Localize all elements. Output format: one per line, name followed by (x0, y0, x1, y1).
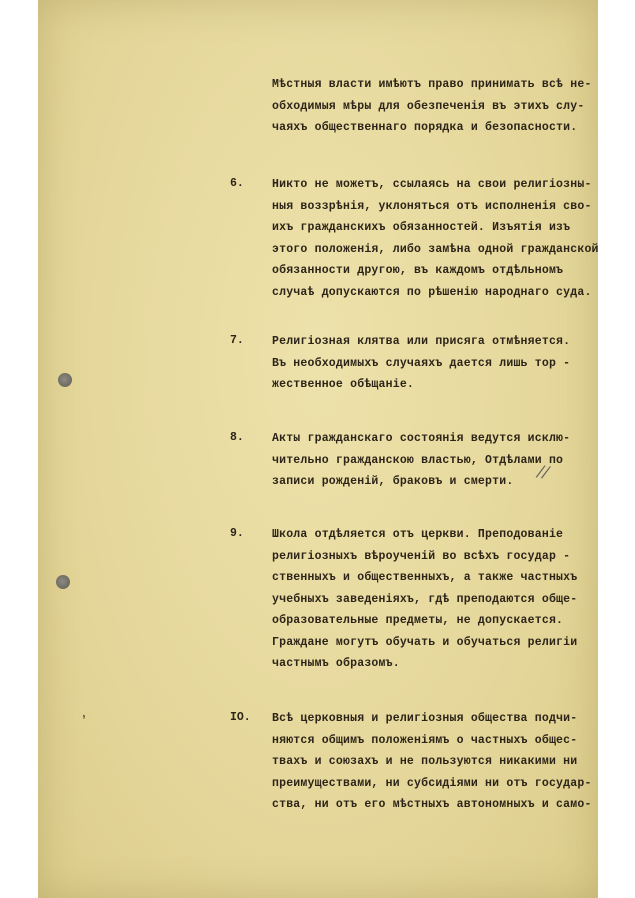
ink-mark: , (76, 704, 89, 722)
text-line: чительно гражданскою властью, Отдѣлами по (272, 453, 564, 467)
text-line: Въ необходимыхъ случаяхъ дается лишь тор - (272, 356, 571, 370)
text-line: ихъ гражданскихъ обязанностей. Изъятія изъ (272, 221, 571, 234)
paragraph-8 (272, 428, 570, 493)
text-line: записи рожденій, браковъ и смерти. (272, 475, 514, 488)
text-line: Никто не можетъ, ссылаясь на свои религіозны- (272, 178, 592, 191)
text-line: Акты гражданскаго состоянія ведутся исклю- (272, 432, 571, 445)
text-line: обязанности другою, въ каждомъ отдѣльномъ (272, 264, 564, 277)
text-line: твахъ и союзахъ и не пользуются никакими ни (272, 755, 578, 768)
text-line: этого положенія, либо замѣна одной гражданской (272, 242, 599, 256)
text-line: чаяхъ общественнаго порядка и безопасности. (272, 121, 578, 134)
intro-paragraph (272, 74, 592, 139)
text-line: ныя воззрѣнія, уклоняться отъ исполненія сво- (272, 199, 592, 213)
text-line: религіозныхъ вѣроученій во всѣхъ государ - (272, 549, 571, 563)
paragraph-7 (272, 331, 570, 396)
text-line: Религіозная клятва или присяга отмѣняется. (272, 335, 571, 348)
paragraph-10 (272, 708, 592, 816)
text-line: учебныхъ заведеніяхъ, гдѣ преподаются обще- (272, 592, 578, 606)
text-line: жественное обѣщаніе. (272, 378, 415, 391)
punch-hole (58, 373, 72, 387)
text-line: образовательные предметы, не допускается. (272, 614, 564, 627)
text-line: преимуществами, ни субсидіями ни отъ государ- (272, 776, 592, 790)
paragraph-number: 9. (230, 527, 244, 540)
paragraph-9 (272, 524, 577, 675)
pencil-mark: // (536, 461, 551, 482)
paragraph-number: IO. (230, 711, 251, 724)
text-line: ственныхъ и общественныхъ, а также частныхъ (272, 571, 578, 584)
text-line: Всѣ церковныя и религіозныя общества подчи- (272, 712, 578, 725)
text-line: Школа отдѣляется отъ церкви. Преподованіе (272, 528, 564, 541)
punch-hole (56, 575, 70, 589)
text-line: Мѣстныя власти имѣютъ право принимать всѣ не- (272, 78, 592, 91)
paragraph-number: 8. (230, 431, 244, 444)
text-line: обходимыя мѣры для обезпеченія въ этихъ слу- (272, 99, 585, 113)
text-line: частнымъ образомъ. (272, 657, 400, 670)
text-line: случаѣ допускаются по рѣшенію народнаго суда. (272, 285, 592, 299)
paragraph-number: 6. (230, 177, 244, 190)
text-line: Граждане могутъ обучать и обучаться религіи (272, 635, 578, 649)
text-line: няются общимъ положеніямъ о частныхъ общес- (272, 733, 578, 747)
paragraph-number: 7. (230, 334, 244, 347)
paragraph-6 (272, 174, 599, 303)
text-line: ства, ни отъ его мѣстныхъ автономныхъ и само- (272, 798, 592, 811)
